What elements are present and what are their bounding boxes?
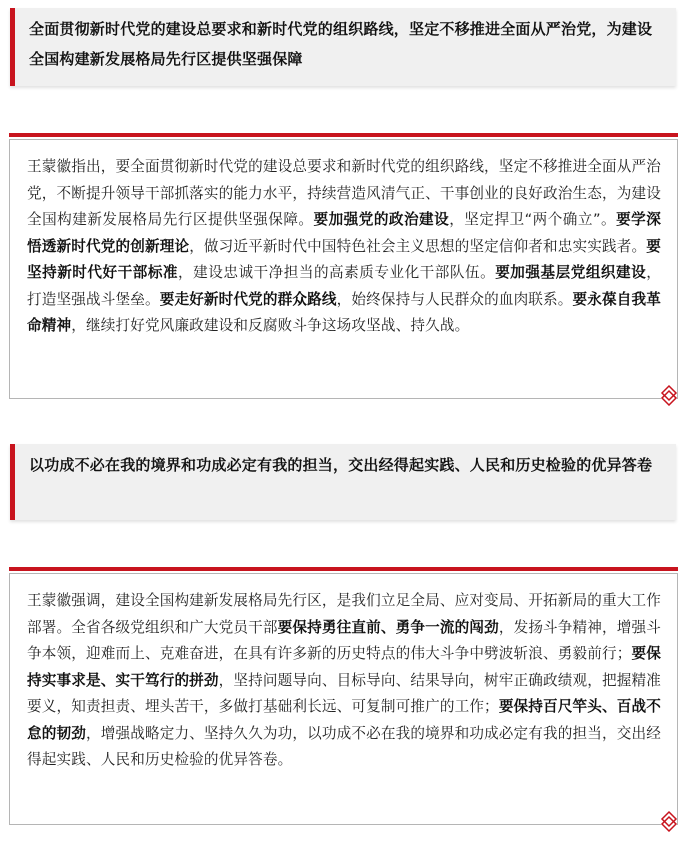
text-run: ，打造坚强战斗堡垒。 [27, 264, 661, 308]
section-heading-2 [10, 444, 676, 520]
text-run: ，增强战略定力、坚持久久为功，以功成不必在我的境界和功成必定有我的担当，交出经得起实践、人民和历史检验的优异答卷。 [27, 724, 661, 768]
bold-phrase: 要加强基层党组织建设 [495, 264, 647, 281]
text-run: ，坚持问题导向、目标导向、结果导向，树牢正确政绩观，把握精准要义，知责担责、埋头苦干，多做打基础利长远、可复制可推广的工作； [27, 671, 661, 715]
text-run: ，始终保持与人民群众的血肉联系。 [336, 290, 573, 308]
paragraph [10, 140, 677, 354]
content-box-2 [9, 573, 678, 825]
bold-phrase: 要加强党的政治建设 [313, 211, 450, 228]
text-run: ，发扬斗争精神，增强斗争本领，迎难而上、克难奋进，在具有许多新的历史特点的伟大斗争中劈波斩浪、勇毅前行； [27, 618, 662, 662]
bold-phrase: 要保持百尺竿头、百战不怠的韧劲 [27, 698, 661, 742]
bold-phrase: 要走好新时代党的群众路线 [159, 290, 337, 308]
text-run: ，继续打好党风廉政建设和反腐败斗争这场攻坚战、持久战。 [71, 317, 470, 334]
bold-phrase: 要保持勇往直前、勇争一流的闯劲 [277, 618, 499, 636]
section-heading-text: 以功成不必在我的境界和功成必定有我的担当，交出经得起实践、人民和历史检验的优异答卷 [29, 456, 653, 474]
text-run: ，坚定捍卫“两个确立”。 [449, 211, 617, 228]
paragraph [10, 574, 677, 788]
bold-phrase: 要坚持新时代好干部标准 [27, 237, 661, 281]
section-heading-text: 全面贯彻新时代党的建设总要求和新时代党的组织路线，坚定不移推进全面从严治党，为建设全国构建新发展格局先行区提供坚强保障 [29, 20, 653, 68]
text-run: ，做习近平新时代中国特色社会主义思想的坚定信仰者和忠实实践者。 [189, 237, 647, 255]
bold-phrase: 要学深悟透新时代党的创新理论 [27, 211, 661, 255]
bold-phrase: 要永葆自我革命精神 [27, 290, 662, 334]
text-run: ，建设忠诚干净担当的高素质专业化干部队伍。 [178, 264, 496, 281]
diamond-ornament-icon [660, 384, 678, 406]
text-run: 王蒙徽指出，要全面贯彻新时代党的建设总要求和新时代党的组织路线，坚定不移推进全面从严治党，不断提升领导干部抓落实的能力水平，持续营造风清气正、干事创业的良好政治生态，为建设全国构建新发展格局先行区提供坚强保障。 [27, 158, 661, 228]
text-run: 王蒙徽强调，建设全国构建新发展格局先行区，是我们立足全局、应对变局、开拓新局的重大工作部署。全省各级党组织和广大党员干部 [27, 592, 661, 636]
bold-phrase: 要保持实事求是、实干笃行的拼劲 [27, 645, 661, 689]
section-heading-1 [10, 8, 676, 86]
content-box-1 [9, 139, 678, 399]
diamond-ornament-icon [660, 810, 678, 832]
